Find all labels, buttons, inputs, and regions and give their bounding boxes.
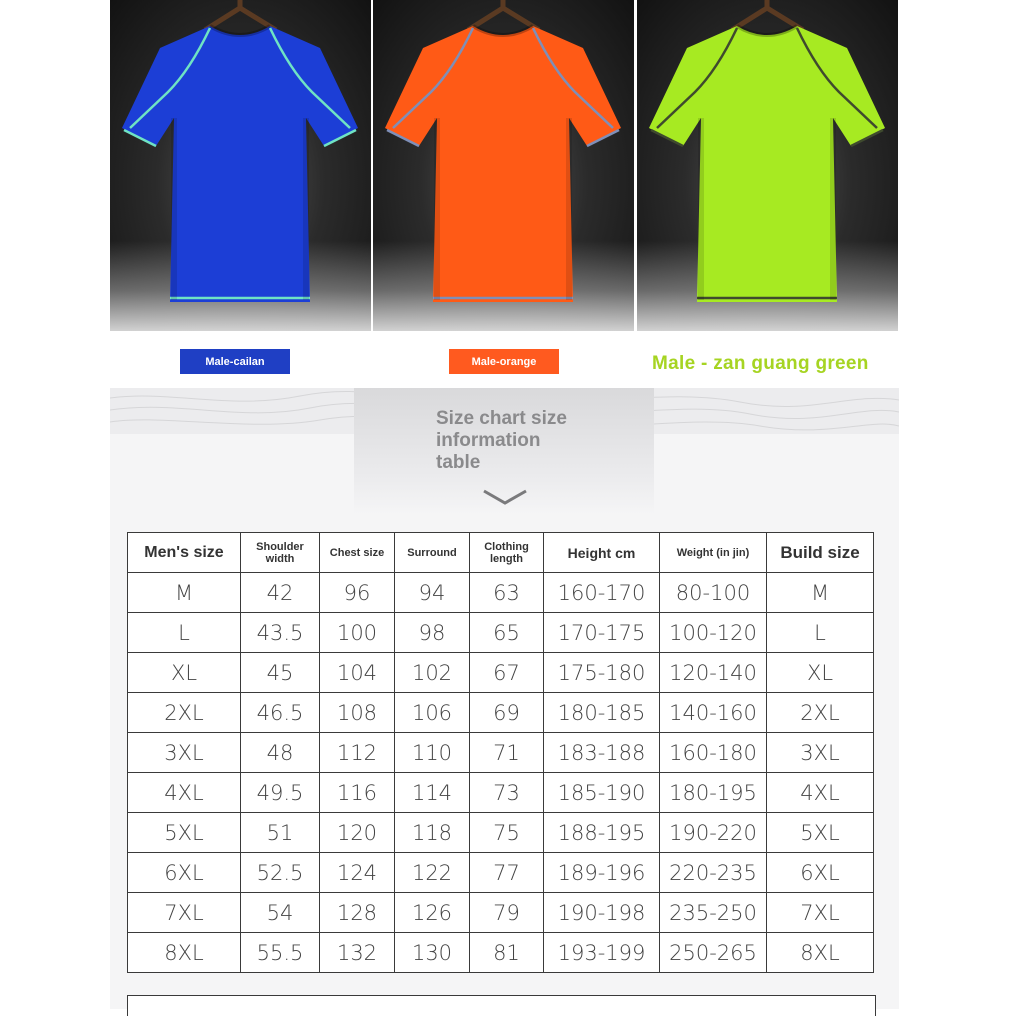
table-cell: 75 [470,813,544,853]
hanger-icon [205,0,276,30]
tshirt-body [122,26,358,302]
table-cell: 94 [395,573,470,613]
column-header: Men's size [128,533,241,573]
table-cell: 98 [395,613,470,653]
size-table [127,532,874,973]
table-cell: 48 [241,733,320,773]
table-row [128,893,874,933]
column-header: Shoulder width [241,533,320,573]
table-row [128,653,874,693]
table-cell: 235-250 [660,893,767,933]
table-cell: L [767,613,874,653]
table-cell: 7XL [767,893,874,933]
table-cell: 183-188 [544,733,660,773]
table-cell: 122 [395,853,470,893]
table-cell: 3XL [767,733,874,773]
color-label-green: Male - zan guang green [652,353,869,374]
table-cell: 120 [320,813,395,853]
table-cell: 188-195 [544,813,660,853]
table-cell: 100-120 [660,613,767,653]
table-cell: 5XL [128,813,241,853]
table-cell: 54 [241,893,320,933]
table-cell: 67 [470,653,544,693]
product-photo-green [637,0,898,331]
table-cell: 49.5 [241,773,320,813]
table-row [128,773,874,813]
color-label-cailan: Male-cailan [180,349,290,374]
table-row [128,693,874,733]
title-line-1: Size chart size [436,408,567,429]
column-header: Chest size [320,533,395,573]
table-cell: 55.5 [241,933,320,973]
tshirt-illustration [110,0,371,331]
table-cell: 73 [470,773,544,813]
table-cell: 120-140 [660,653,767,693]
table-cell: 132 [320,933,395,973]
table-cell: 71 [470,733,544,773]
table-cell: 128 [320,893,395,933]
table-cell: 185-190 [544,773,660,813]
table-cell: 8XL [128,933,241,973]
table-cell: 6XL [128,853,241,893]
column-header: Surround [395,533,470,573]
table-cell: 51 [241,813,320,853]
table-cell: 2XL [767,693,874,733]
table-cell: 170-175 [544,613,660,653]
table-cell: 126 [395,893,470,933]
table-cell: 43.5 [241,613,320,653]
table-row [128,853,874,893]
table-cell: 45 [241,653,320,693]
table-cell: 8XL [767,933,874,973]
table-cell: M [128,573,241,613]
table-cell: 5XL [767,813,874,853]
table-cell: 3XL [128,733,241,773]
table-cell: 220-235 [660,853,767,893]
table-cell: 63 [470,573,544,613]
table-cell: 180-195 [660,773,767,813]
table-cell: 106 [395,693,470,733]
column-header: Weight (in jin) [660,533,767,573]
table-body [128,573,874,973]
table-cell: 175-180 [544,653,660,693]
table-cell: 124 [320,853,395,893]
table-cell: 96 [320,573,395,613]
table-cell: 108 [320,693,395,733]
table-cell: 4XL [767,773,874,813]
table-cell: 100 [320,613,395,653]
table-cell: 160-170 [544,573,660,613]
table-cell: 69 [470,693,544,733]
table-cell: 250-265 [660,933,767,973]
table-cell: 160-180 [660,733,767,773]
table-cell: 190-220 [660,813,767,853]
column-header: Build size [767,533,874,573]
table-cell: 110 [395,733,470,773]
hanger-icon [468,0,539,30]
table-cell: 116 [320,773,395,813]
column-header: Height cm [544,533,660,573]
table-cell: 77 [470,853,544,893]
second-table-top-edge [127,995,876,1016]
table-row [128,613,874,653]
table-cell: 140-160 [660,693,767,733]
tshirt-body [649,26,885,302]
table-cell: 80-100 [660,573,767,613]
table-cell: 52.5 [241,853,320,893]
table-cell: 180-185 [544,693,660,733]
table-cell: 42 [241,573,320,613]
table-cell: 46.5 [241,693,320,733]
table-cell: 114 [395,773,470,813]
table-cell: 7XL [128,893,241,933]
hanger-icon [732,0,803,30]
table-cell: 2XL [128,693,241,733]
table-cell: M [767,573,874,613]
table-cell: 118 [395,813,470,853]
table-row [128,933,874,973]
tshirt-illustration [373,0,634,331]
tshirt-body [385,26,621,302]
table-cell: 6XL [767,853,874,893]
table-cell: XL [128,653,241,693]
chevron-down-icon [482,488,528,508]
table-cell: 65 [470,613,544,653]
title-line-2: information [436,430,541,451]
table-cell: 190-198 [544,893,660,933]
column-header: Clothing length [470,533,544,573]
table-cell: 102 [395,653,470,693]
table-cell: L [128,613,241,653]
table-header-row [128,533,874,573]
tshirt-illustration [637,0,898,331]
title-line-3: table [436,452,481,473]
table-row [128,573,874,613]
table-row [128,813,874,853]
table-cell: XL [767,653,874,693]
product-photo-cailan [110,0,371,331]
product-photo-orange [373,0,634,331]
table-cell: 130 [395,933,470,973]
size-chart-title [436,408,626,474]
table-cell: 4XL [128,773,241,813]
table-cell: 189-196 [544,853,660,893]
table-cell: 104 [320,653,395,693]
table-row [128,733,874,773]
table-cell: 81 [470,933,544,973]
table-cell: 79 [470,893,544,933]
table-cell: 193-199 [544,933,660,973]
color-label-orange: Male-orange [449,349,559,374]
table-cell: 112 [320,733,395,773]
